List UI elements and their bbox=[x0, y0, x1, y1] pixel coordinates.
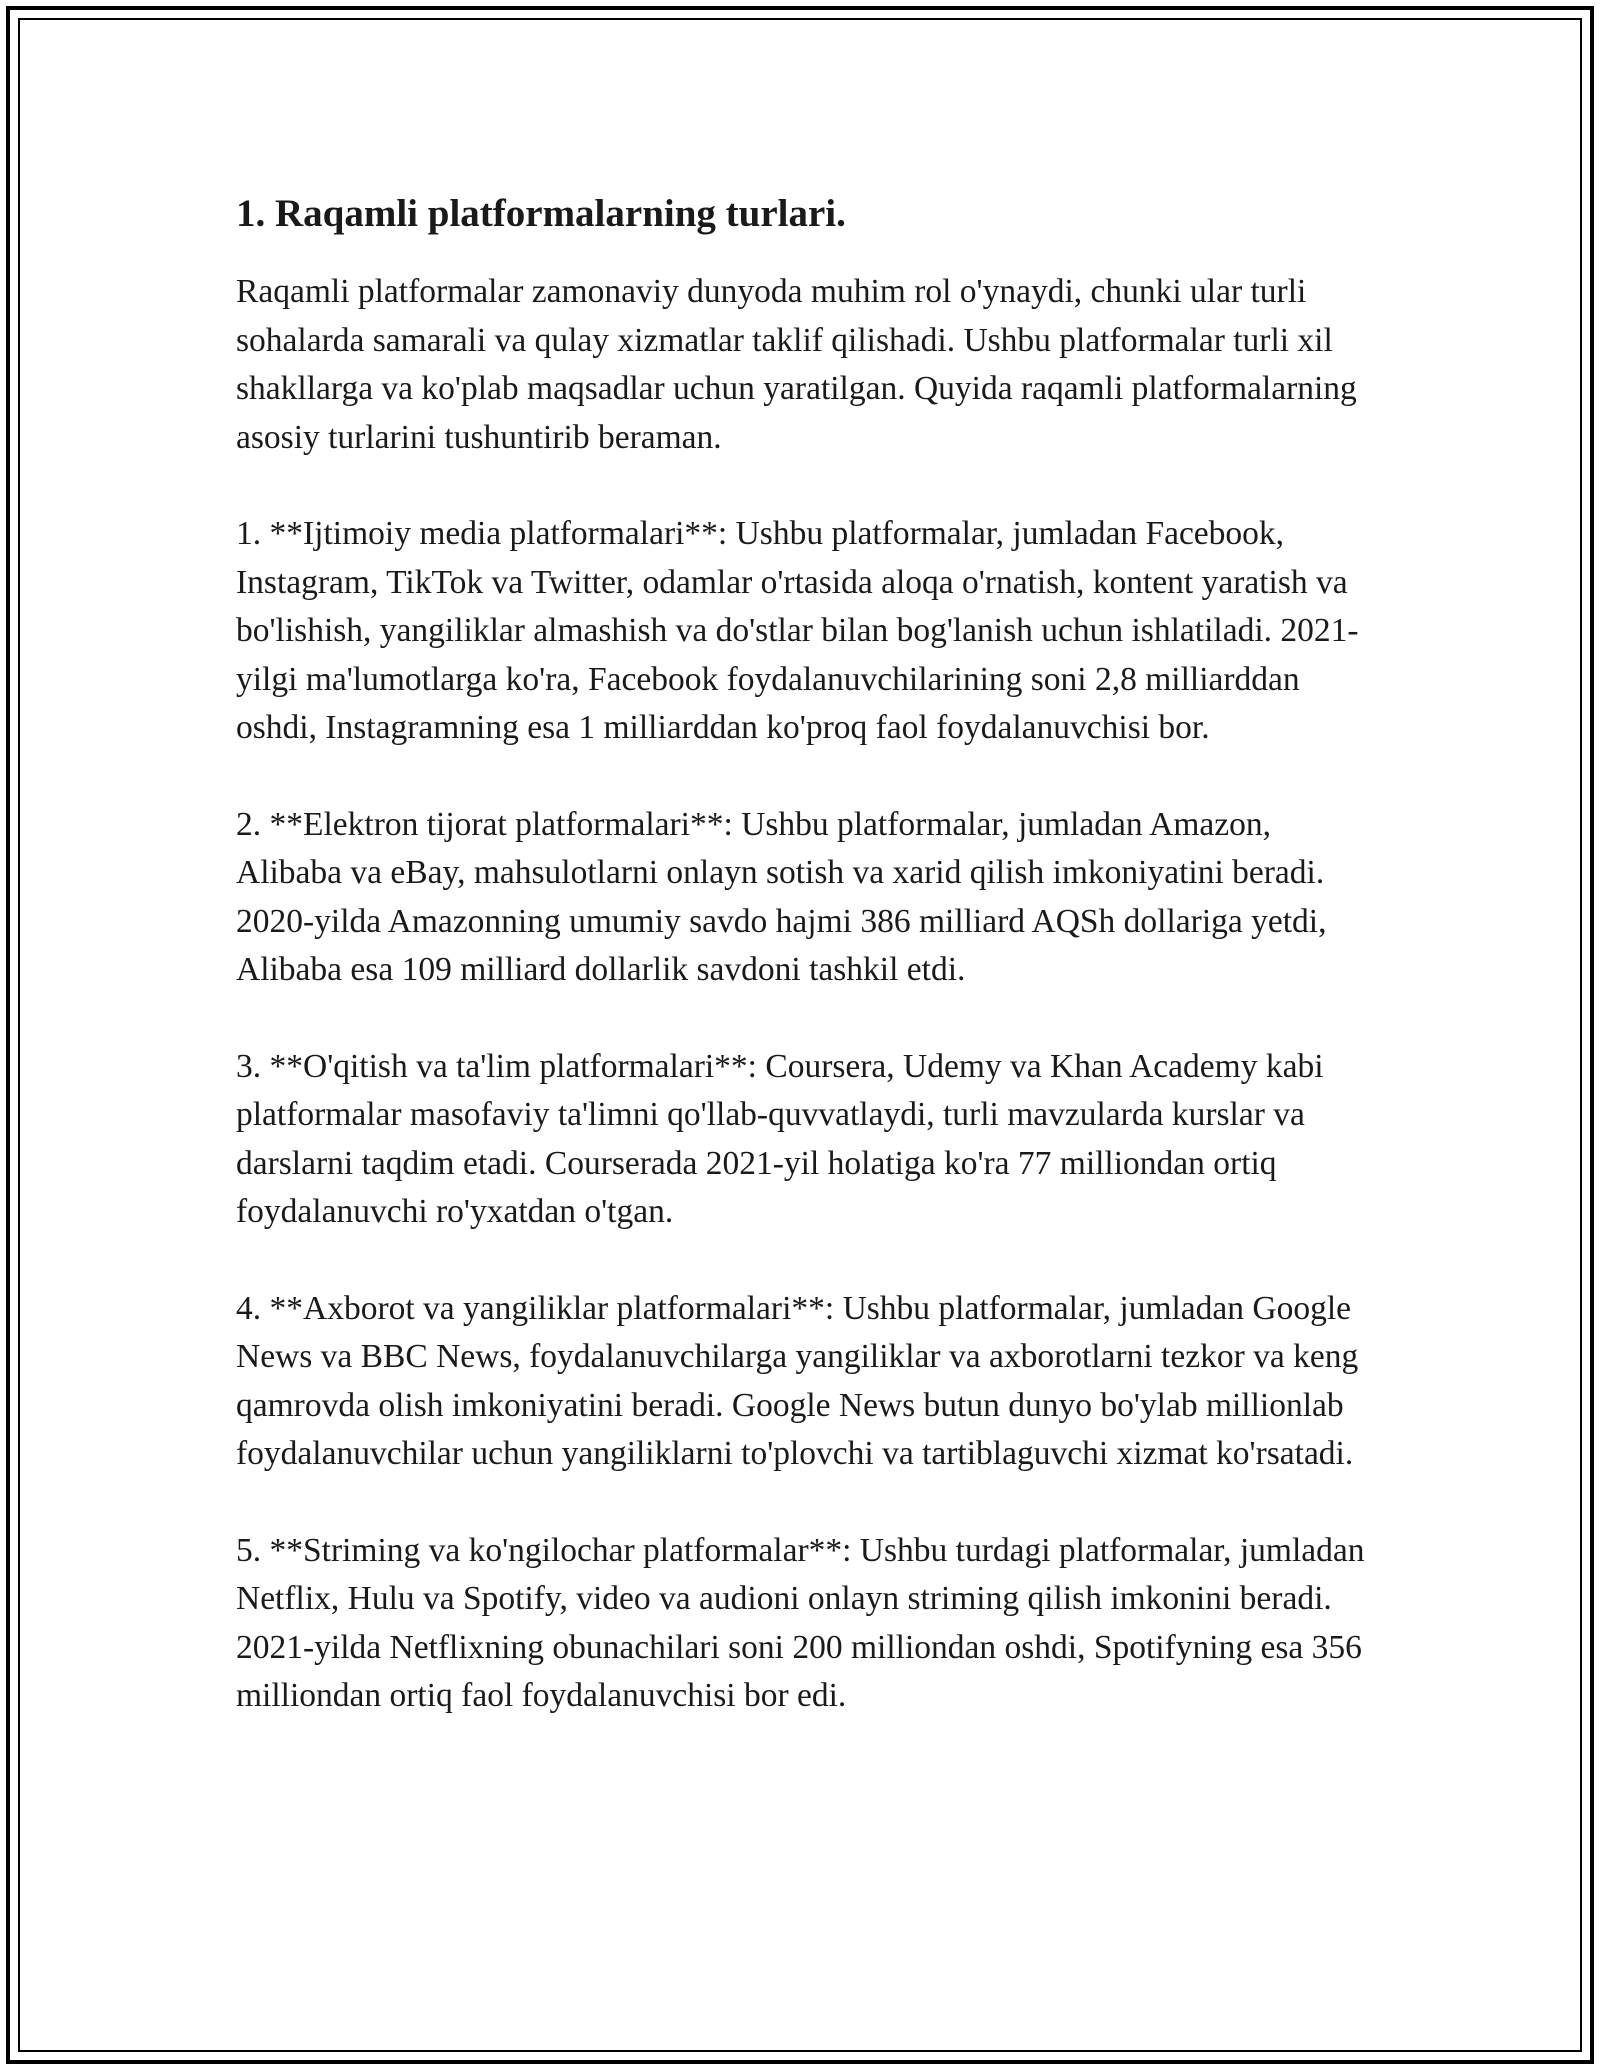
document-title: 1. Raqamli platformalarning turlari. bbox=[236, 192, 846, 235]
list-item: 2. **Elektron tijorat platformalari**: Ushbu platformalar, jumladan Amazon, Alibaba va eBay, mahsulotlarni onlayn sotish va xarid qilish imkoniyatini beradi. 2020-yilda Amazonning umumiy savdo hajmi 386 milliard AQSh dollariga yetdi, Alibaba esa 109 milliard dollarlik savdoni tashkil etdi. bbox=[236, 805, 1327, 988]
intro-paragraph: Raqamli platformalar zamonaviy dunyoda muhim rol o'ynaydi, chunki ular turli sohalarda samarali va qulay xizmatlar taklif qilishadi. Ushbu platformalar turli xil shakllarga va ko'plab maqsadlar uchun yaratilgan. Quyida raqamli platformalarning asosiy turlarini tushuntirib beraman. bbox=[236, 273, 1357, 456]
list-item: 4. **Axborot va yangiliklar platformalari**: Ushbu platformalar, jumladan Google News va BBC News, foydalanuvchilarga yangiliklar va axborotlarni tezkor va keng qamrovda olish imkoniyatini beradi. Google News butun dunyo bo'ylab millionlab foydalanuvchilar uchun yangiliklarni to'plovchi va tartiblaguvchi xizmat ko'rsatadi. bbox=[236, 1289, 1359, 1472]
list-item: 3. **O'qitish va ta'lim platformalari**: Coursera, Udemy va Khan Academy kabi platformalar masofaviy ta'limni qo'llab-quvvatlaydi, turli mavzularda kurslar va darslarni taqdim etadi. Courserada 2021-yil holatiga ko'ra 77 milliondan ortiq foydalanuvchi ro'yxatdan o'tgan. bbox=[236, 1047, 1324, 1230]
list-item: 1. **Ijtimoiy media platformalari**: Ushbu platformalar, jumladan Facebook, Instagram, TikTok va Twitter, odamlar o'rtasida aloqa o'rnatish, kontent yaratish va bo'lishish, yangiliklar almashish va do'stlar bilan bog'lanish uchun ishlatiladi. 2021-yilgi ma'lumotlarga ko'ra, Facebook foydalanuvchilarining soni 2,8 milliarddan oshdi, Instagramning esa 1 milliarddan ko'proq faol foydalanuvchisi bor. bbox=[236, 515, 1359, 746]
document-body bbox=[236, 186, 1376, 1769]
list-item: 5. **Striming va ko'ngilochar platformalar**: Ushbu turdagi platformalar, jumladan Netflix, Hulu va Spotify, video va audioni onlayn striming qilish imkonini beradi. 2021-yilda Netflixning obunachilari soni 200 milliondan oshdi, Spotifyning esa 356 milliondan ortiq faol foydalanuvchisi bor edi. bbox=[236, 1531, 1365, 1714]
